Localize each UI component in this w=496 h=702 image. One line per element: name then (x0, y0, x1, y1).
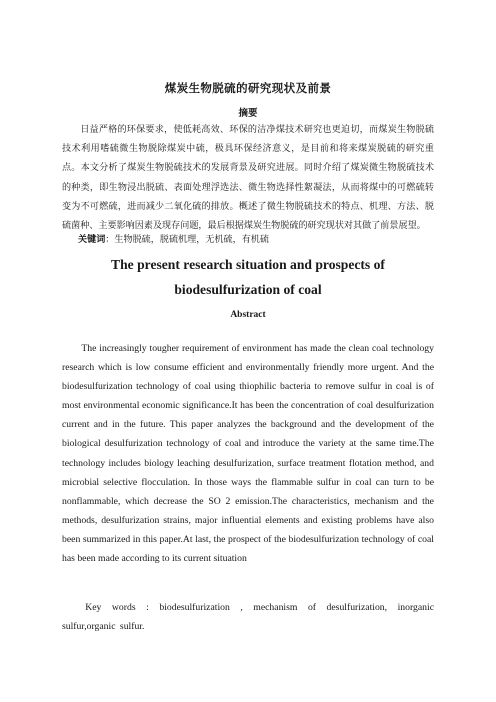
english-keywords: Key words : biodesulfurization , mechanism of desulfurization, inorganic sulfur,organic sulfur. (62, 602, 434, 633)
english-abstract-heading: Abstract (230, 310, 266, 320)
chinese-abstract-body: 日益严格的环保要求，使低耗高效、环保的洁净煤技术研究也更迫切，而煤炭生物脱硫技术利用嗜硫微生物脱除煤炭中硫，极具环保经济意义，是目前和将来煤炭脱硫的研究重点。本文分析了煤炭生物脱硫技术的发展背景及研究进展。同时介绍了煤炭微生物脱硫技术的种类，即生物浸出脱硫、表面处理浮选法、微生物选择性絮凝法，从而将煤中的可燃硫转变为不可燃硫，进而减少二氧化硫的排放。概述了微生物脱硫技术的特点、机理、方法、脱硫菌种、主要影响因素及现存问题，最后根据煤炭生物脱硫的研究现状对其做了前景展望。 (62, 125, 434, 232)
chinese-keywords (78, 232, 438, 245)
chinese-keywords-list: ：生物脱硫，脱硫机理，无机硫，有机硫 (105, 235, 269, 245)
english-abstract-body: The increasingly tougher requirement of environment has made the clean coal technology research which is low consume efficient and environmentally friendly more urgent. And the biodesulfurization technology of coal using thiophilic bacteria to remove sulfur in coal is of most environmental economic significance.It has been the concentration of coal desulfurization current and in the future. This paper analyzes the background and the development of the biological desulfurization technology of coal and introduce the variety at the same time.The technology includes biology leaching desulfurization, surface treatment flotation method, and microbial selective flocculation. In those ways the flammable sulfur in coal can turn to be nonflammable, which decrease the SO 2 emission.The characteristics, mechanism and the methods, desulfurization strains, major influential elements and existing problems have also been summarized in this paper.At last, the prospect of the biodesulfurization technology of coal has been made according to its current situation (62, 343, 434, 565)
chinese-abstract-heading: 摘要 (238, 108, 258, 119)
chinese-keywords-label: 关键词 (78, 235, 106, 245)
chinese-title: 煤炭生物脱硫的研究现状及前景 (164, 81, 332, 95)
english-title-line-1: The present research situation and prospects of (111, 257, 385, 272)
english-title-line-2: biodesulfurization of coal (174, 282, 322, 297)
